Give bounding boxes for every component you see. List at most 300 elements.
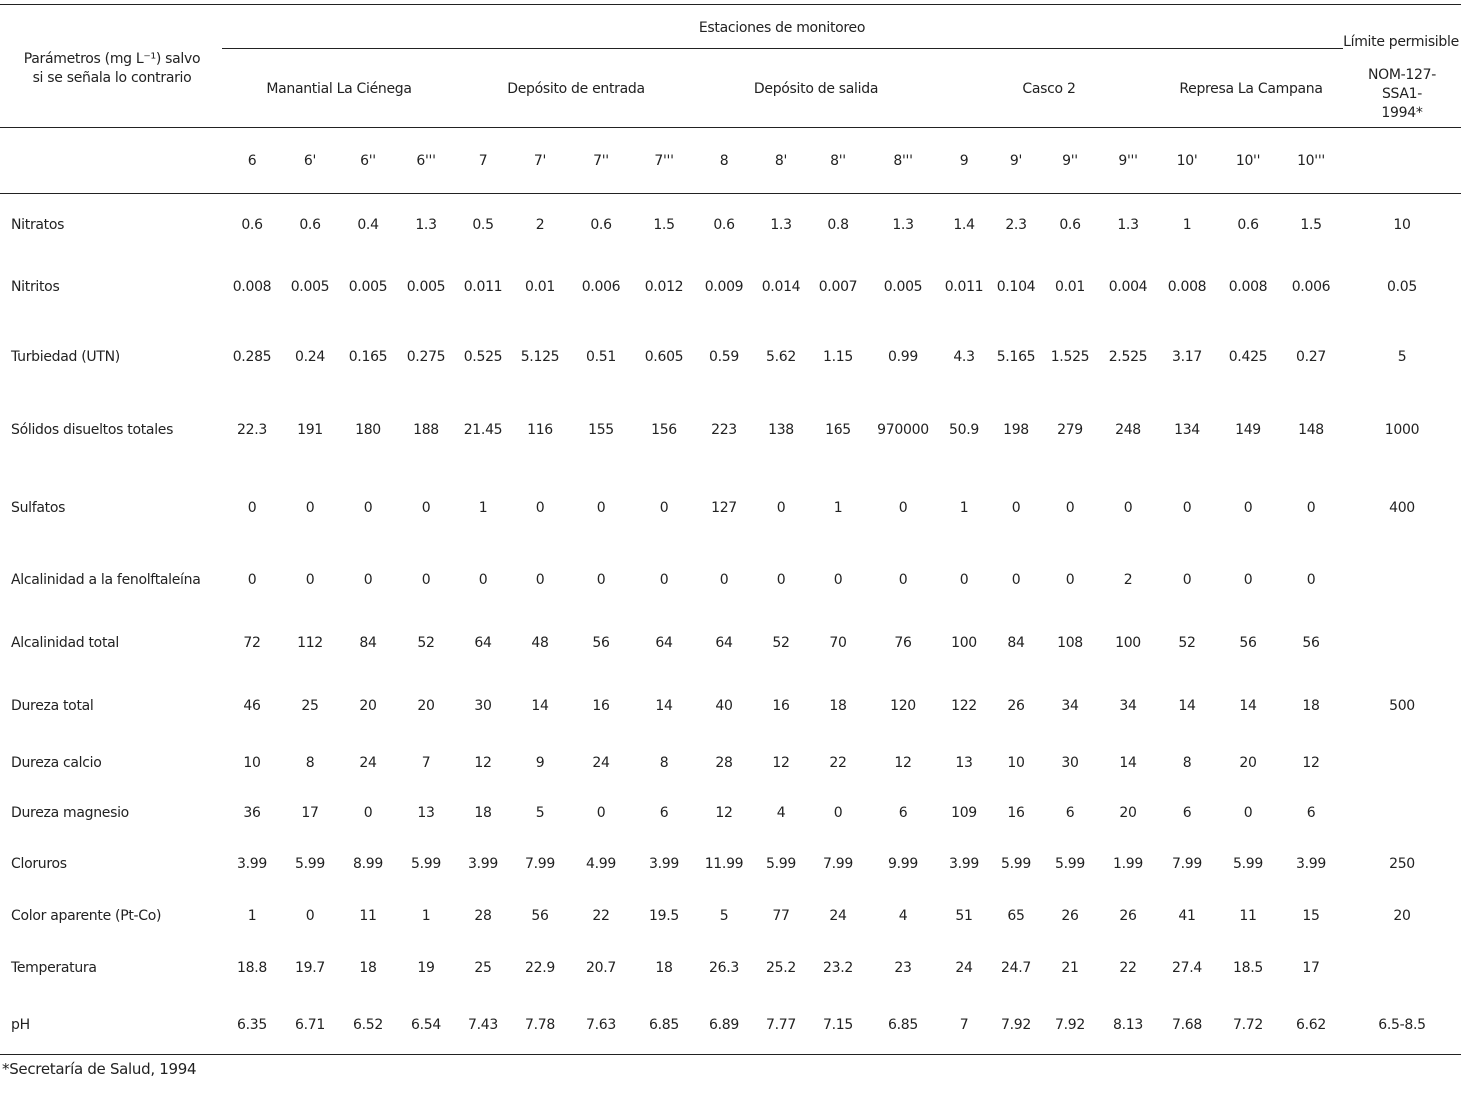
table-cell: 19 — [417, 960, 435, 976]
param-name: Nitritos — [11, 279, 60, 295]
table-cell: 138 — [768, 422, 794, 438]
table-cell: 120 — [890, 698, 916, 714]
table-cell: 65 — [1007, 908, 1025, 924]
table-cell: 3.17 — [1172, 349, 1202, 365]
table-cell: 41 — [1178, 908, 1196, 924]
table-cell: 12 — [894, 755, 912, 771]
stations-rule — [222, 48, 1343, 49]
table-cell: 191 — [297, 422, 323, 438]
station-label: Casco 2 — [1022, 81, 1076, 97]
table-cell: 0 — [1243, 805, 1253, 821]
table-cell: 223 — [711, 422, 737, 438]
table-cell: 8 — [659, 755, 669, 771]
table-cell: 64 — [715, 635, 733, 651]
table-cell: 20 — [417, 698, 435, 714]
table-cell: 0 — [596, 500, 606, 516]
table-cell: 20 — [359, 698, 377, 714]
table-cell: 0 — [363, 500, 373, 516]
table-cell: 7.99 — [525, 856, 555, 872]
table-cell: 112 — [297, 635, 323, 651]
table-cell: 0 — [659, 572, 669, 588]
table-cell: 20 — [1239, 755, 1257, 771]
table-cell: 1.5 — [1300, 217, 1322, 233]
table-cell: 22 — [1119, 960, 1137, 976]
table-cell: 9 — [535, 755, 545, 771]
table-cell: 0 — [305, 908, 315, 924]
table-cell: 12 — [474, 755, 492, 771]
table-cell: 7 — [959, 1017, 969, 1033]
table-cell: 2.525 — [1108, 349, 1148, 365]
param-name: Dureza calcio — [11, 755, 102, 771]
table-cell: 1.3 — [1117, 217, 1139, 233]
table-cell: 7.92 — [1055, 1017, 1085, 1033]
table-cell: 0.24 — [295, 349, 325, 365]
table-cell: 25.2 — [766, 960, 796, 976]
table-cell: 0 — [535, 572, 545, 588]
table-cell: 6.35 — [237, 1017, 267, 1033]
param-header: Parámetros (mg L⁻¹) salvo si se señala lo contrario — [23, 51, 201, 86]
table-cell: 52 — [1178, 635, 1196, 651]
table-cell: 0 — [596, 805, 606, 821]
table-cell: 0.005 — [290, 279, 330, 295]
table-cell: 48 — [531, 635, 549, 651]
table-cell: 0.8 — [827, 217, 849, 233]
table-cell: 248 — [1115, 422, 1141, 438]
param-name: Turbiedad (UTN) — [11, 349, 120, 365]
table-cell: 0.605 — [644, 349, 684, 365]
table-cell: 7.77 — [766, 1017, 796, 1033]
table-cell: 18.8 — [237, 960, 267, 976]
sample-label: 7''' — [654, 153, 674, 169]
sample-label: 7' — [533, 153, 547, 169]
param-name: Cloruros — [11, 856, 67, 872]
table-cell: 72 — [243, 635, 261, 651]
sample-label: 6''' — [416, 153, 436, 169]
sample-label: 10'' — [1235, 153, 1261, 169]
sample-label: 9 — [959, 153, 969, 169]
table-cell: 25 — [301, 698, 319, 714]
table-cell: 0 — [1243, 572, 1253, 588]
table-cell: 9.99 — [888, 856, 918, 872]
table-cell: 1.15 — [823, 349, 853, 365]
sample-label: 6' — [303, 153, 317, 169]
table-cell: 26 — [1061, 908, 1079, 924]
table-cell: 6.52 — [353, 1017, 383, 1033]
table-cell: 0.27 — [1296, 349, 1326, 365]
table-cell: 7.99 — [823, 856, 853, 872]
station-label: Manantial La Ciénega — [266, 81, 412, 97]
table-cell: 122 — [951, 698, 977, 714]
table-cell: 22.3 — [237, 422, 267, 438]
table-cell: 0.6 — [1059, 217, 1081, 233]
table-cell: 28 — [715, 755, 733, 771]
table-cell: 19.5 — [649, 908, 679, 924]
table-cell: 7.68 — [1172, 1017, 1202, 1033]
table-cell: 1 — [247, 908, 257, 924]
station-label: Depósito de salida — [753, 81, 879, 97]
table-cell: 0.51 — [586, 349, 616, 365]
samples-rule — [0, 193, 1461, 194]
table-cell: 0.59 — [709, 349, 739, 365]
table-cell: 5.99 — [1001, 856, 1031, 872]
table-cell: 0.006 — [1291, 279, 1331, 295]
table-cell: 0.005 — [406, 279, 446, 295]
table-cell: 0.007 — [818, 279, 858, 295]
table-cell: 0 — [833, 572, 843, 588]
table-cell: 5.99 — [295, 856, 325, 872]
table-cell: 6.54 — [411, 1017, 441, 1033]
table-cell: 109 — [951, 805, 977, 821]
limit-cell: 500 — [1389, 698, 1415, 714]
table-cell: 0.011 — [463, 279, 503, 295]
table-cell: 23.2 — [823, 960, 853, 976]
table-cell: 0 — [421, 500, 431, 516]
table-cell: 4.3 — [953, 349, 975, 365]
sample-label: 8''' — [893, 153, 913, 169]
table-cell: 1.525 — [1050, 349, 1090, 365]
table-cell: 0.011 — [944, 279, 984, 295]
table-cell: 0.6 — [241, 217, 263, 233]
table-cell: 26.3 — [709, 960, 739, 976]
table-cell: 77 — [772, 908, 790, 924]
table-cell: 0.5 — [472, 217, 494, 233]
sample-label: 10''' — [1297, 153, 1325, 169]
table-cell: 0 — [659, 500, 669, 516]
bottom-rule — [0, 1054, 1461, 1055]
limit-cell: 400 — [1389, 500, 1415, 516]
table-cell: 8 — [1182, 755, 1192, 771]
table-cell: 15 — [1302, 908, 1320, 924]
table-cell: 22 — [592, 908, 610, 924]
table-cell: 0 — [1182, 572, 1192, 588]
table-cell: 0 — [1011, 572, 1021, 588]
table-cell: 0 — [305, 500, 315, 516]
table-cell: 6 — [659, 805, 669, 821]
table-cell: 0.006 — [581, 279, 621, 295]
table-cell: 134 — [1174, 422, 1200, 438]
table-cell: 11 — [359, 908, 377, 924]
table-cell: 17 — [301, 805, 319, 821]
table-cell: 198 — [1003, 422, 1029, 438]
table-cell: 5.99 — [1233, 856, 1263, 872]
table-cell: 23 — [894, 960, 912, 976]
table-cell: 19.7 — [295, 960, 325, 976]
table-cell: 7.99 — [1172, 856, 1202, 872]
table-cell: 0 — [1065, 500, 1075, 516]
table-cell: 64 — [474, 635, 492, 651]
table-cell: 0 — [898, 572, 908, 588]
table-cell: 3.99 — [949, 856, 979, 872]
table-cell: 1 — [478, 500, 488, 516]
table-cell: 4 — [898, 908, 908, 924]
param-name: pH — [11, 1017, 30, 1033]
table-cell: 6.89 — [709, 1017, 739, 1033]
table-cell: 7.92 — [1001, 1017, 1031, 1033]
table-cell: 84 — [1007, 635, 1025, 651]
table-cell: 0.165 — [348, 349, 388, 365]
table-cell: 18 — [474, 805, 492, 821]
table-cell: 0.99 — [888, 349, 918, 365]
sample-label: 9' — [1009, 153, 1023, 169]
table-cell: 155 — [588, 422, 614, 438]
norm-header: NOM-127-SSA1-1994* — [1368, 67, 1436, 121]
table-cell: 18 — [359, 960, 377, 976]
table-cell: 14 — [1239, 698, 1257, 714]
table-cell: 6.62 — [1296, 1017, 1326, 1033]
table-cell: 7.43 — [468, 1017, 498, 1033]
station-label: Represa La Campana — [1179, 81, 1323, 97]
table-cell: 0.01 — [1055, 279, 1085, 295]
table-cell: 36 — [243, 805, 261, 821]
table-cell: 28 — [474, 908, 492, 924]
table-cell: 0.6 — [713, 217, 735, 233]
table-cell: 14 — [655, 698, 673, 714]
table-cell: 3.99 — [237, 856, 267, 872]
table-cell: 4 — [776, 805, 786, 821]
sample-label: 7'' — [593, 153, 609, 169]
limit-cell: 1000 — [1384, 422, 1420, 438]
param-name: Sulfatos — [11, 500, 66, 516]
table-cell: 7.78 — [525, 1017, 555, 1033]
footnote: *Secretaría de Salud, 1994 — [2, 1060, 197, 1078]
table-cell: 4.99 — [586, 856, 616, 872]
table-cell: 0.6 — [1237, 217, 1259, 233]
table-cell: 5.99 — [766, 856, 796, 872]
table-cell: 14 — [1178, 698, 1196, 714]
table-cell: 6.85 — [888, 1017, 918, 1033]
table-cell: 3.99 — [1296, 856, 1326, 872]
table-cell: 0.012 — [644, 279, 684, 295]
table-cell: 5 — [719, 908, 729, 924]
table-cell: 0.425 — [1228, 349, 1268, 365]
sample-label: 8'' — [830, 153, 846, 169]
table-cell: 0 — [1011, 500, 1021, 516]
param-name: Nitratos — [11, 217, 65, 233]
table-cell: 10 — [243, 755, 261, 771]
table-cell: 14 — [1119, 755, 1137, 771]
table-cell: 0 — [776, 572, 786, 588]
table-cell: 0.6 — [590, 217, 612, 233]
table-cell: 22.9 — [525, 960, 555, 976]
table-cell: 17 — [1302, 960, 1320, 976]
table-cell: 7 — [421, 755, 431, 771]
table-cell: 0.014 — [761, 279, 801, 295]
table-cell: 3.99 — [468, 856, 498, 872]
table-cell: 1 — [1182, 217, 1192, 233]
table-cell: 56 — [1302, 635, 1320, 651]
param-name: Alcalinidad a la fenolftaleína — [11, 572, 201, 588]
table-cell: 0 — [363, 805, 373, 821]
limit-header: Límite permisible — [1343, 34, 1459, 50]
table-cell: 165 — [825, 422, 851, 438]
table-cell: 0 — [898, 500, 908, 516]
table-cell: 0 — [776, 500, 786, 516]
table-cell: 0.01 — [525, 279, 555, 295]
limit-cell: 6.5-8.5 — [1378, 1017, 1426, 1033]
table-cell: 1.4 — [953, 217, 975, 233]
table-cell: 7.72 — [1233, 1017, 1263, 1033]
table-cell: 8 — [305, 755, 315, 771]
table-cell: 76 — [894, 635, 912, 651]
table-cell: 18 — [1302, 698, 1320, 714]
table-cell: 12 — [715, 805, 733, 821]
table-cell: 34 — [1119, 698, 1137, 714]
table-cell: 30 — [474, 698, 492, 714]
table-cell: 24 — [955, 960, 973, 976]
table-cell: 18 — [655, 960, 673, 976]
table-cell: 6 — [1182, 805, 1192, 821]
table-cell: 70 — [829, 635, 847, 651]
table-cell: 180 — [355, 422, 381, 438]
table-cell: 0.4 — [357, 217, 379, 233]
table-cell: 1 — [959, 500, 969, 516]
param-name: Dureza magnesio — [11, 805, 129, 821]
table-cell: 56 — [1239, 635, 1257, 651]
table-cell: 0 — [719, 572, 729, 588]
table-cell: 56 — [531, 908, 549, 924]
table-cell: 1.3 — [892, 217, 914, 233]
table-cell: 64 — [655, 635, 673, 651]
stations-header: Estaciones de monitoreo — [698, 20, 866, 36]
table-cell: 13 — [955, 755, 973, 771]
table-cell: 46 — [243, 698, 261, 714]
table-cell: 100 — [951, 635, 977, 651]
sample-label: 10' — [1176, 153, 1198, 169]
table-cell: 2.3 — [1005, 217, 1027, 233]
table-cell: 24 — [359, 755, 377, 771]
table-cell: 18 — [829, 698, 847, 714]
table-cell: 1 — [833, 500, 843, 516]
table-cell: 0.008 — [1167, 279, 1207, 295]
table-cell: 108 — [1057, 635, 1083, 651]
table-cell: 0 — [959, 572, 969, 588]
table-cell: 0 — [1306, 500, 1316, 516]
table-cell: 156 — [651, 422, 677, 438]
table-cell: 0 — [1306, 572, 1316, 588]
table-cell: 14 — [531, 698, 549, 714]
table-cell: 26 — [1007, 698, 1025, 714]
table-cell: 0.005 — [348, 279, 388, 295]
table-cell: 0 — [833, 805, 843, 821]
table-cell: 0 — [363, 572, 373, 588]
sample-label: 8 — [719, 153, 729, 169]
table-cell: 0.104 — [996, 279, 1036, 295]
table-cell: 1.3 — [415, 217, 437, 233]
table-cell: 20 — [1119, 805, 1137, 821]
param-name: Sólidos disueltos totales — [11, 422, 174, 438]
param-name: Temperatura — [11, 960, 97, 976]
table-cell: 2 — [535, 217, 545, 233]
table-cell: 0 — [1182, 500, 1192, 516]
table-cell: 22 — [829, 755, 847, 771]
table-cell: 50.9 — [949, 422, 979, 438]
station-label: Depósito de entrada — [507, 81, 645, 97]
table-cell: 5 — [535, 805, 545, 821]
table-cell: 24 — [829, 908, 847, 924]
table-cell: 0 — [305, 572, 315, 588]
table-cell: 16 — [592, 698, 610, 714]
table-cell: 26 — [1119, 908, 1137, 924]
table-cell: 52 — [417, 635, 435, 651]
limit-cell: 20 — [1393, 908, 1411, 924]
table-cell: 0 — [1123, 500, 1133, 516]
table-cell: 21 — [1061, 960, 1079, 976]
table-cell: 0 — [1065, 572, 1075, 588]
table-cell: 5.125 — [520, 349, 560, 365]
table-cell: 11 — [1239, 908, 1257, 924]
table-cell: 3.99 — [649, 856, 679, 872]
table-cell: 7.15 — [823, 1017, 853, 1033]
table-cell: 2 — [1123, 572, 1133, 588]
table-cell: 27.4 — [1172, 960, 1202, 976]
limit-cell: 0.05 — [1387, 279, 1417, 295]
table-cell: 970000 — [877, 422, 929, 438]
table-cell: 149 — [1235, 422, 1261, 438]
table-cell: 0 — [1243, 500, 1253, 516]
table-cell: 52 — [772, 635, 790, 651]
table-cell: 188 — [413, 422, 439, 438]
limit-cell: 250 — [1389, 856, 1415, 872]
table-cell: 0 — [478, 572, 488, 588]
table-cell: 100 — [1115, 635, 1141, 651]
table-cell: 18.5 — [1233, 960, 1263, 976]
table-cell: 6.71 — [295, 1017, 325, 1033]
table-cell: 8.13 — [1113, 1017, 1143, 1033]
table-cell: 10 — [1007, 755, 1025, 771]
top-rule — [0, 4, 1461, 5]
sample-label: 6 — [247, 153, 257, 169]
table-cell: 16 — [772, 698, 790, 714]
sample-label: 7 — [478, 153, 488, 169]
table-cell: 7.63 — [586, 1017, 616, 1033]
table-cell: 0.008 — [232, 279, 272, 295]
table-cell: 30 — [1061, 755, 1079, 771]
limit-cell: 5 — [1397, 349, 1407, 365]
table-cell: 6 — [1306, 805, 1316, 821]
sample-label: 6'' — [360, 153, 376, 169]
table-cell: 0 — [421, 572, 431, 588]
table-cell: 0.004 — [1108, 279, 1148, 295]
sample-label: 8' — [774, 153, 788, 169]
header-rule — [0, 127, 1461, 128]
table-cell: 0 — [535, 500, 545, 516]
param-name: Alcalinidad total — [11, 635, 120, 651]
table-cell: 12 — [1302, 755, 1320, 771]
table-cell: 0.525 — [463, 349, 503, 365]
table-cell: 84 — [359, 635, 377, 651]
table-cell: 5.99 — [1055, 856, 1085, 872]
table-cell: 0.005 — [883, 279, 923, 295]
table-cell: 0.6 — [299, 217, 321, 233]
table-cell: 0.275 — [406, 349, 446, 365]
table-cell: 6 — [898, 805, 908, 821]
sample-label: 9'' — [1062, 153, 1078, 169]
table-cell: 11.99 — [704, 856, 744, 872]
table-cell: 12 — [772, 755, 790, 771]
table-cell: 0.008 — [1228, 279, 1268, 295]
table-cell: 24 — [592, 755, 610, 771]
param-name: Color aparente (Pt-Co) — [11, 908, 162, 924]
table-cell: 20.7 — [586, 960, 616, 976]
table-cell: 25 — [474, 960, 492, 976]
table-cell: 24.7 — [1001, 960, 1031, 976]
table-cell: 0.285 — [232, 349, 272, 365]
table-cell: 0 — [247, 572, 257, 588]
table-cell: 5.62 — [766, 349, 796, 365]
table-cell: 21.45 — [463, 422, 503, 438]
table-cell: 5.99 — [411, 856, 441, 872]
table-cell: 8.99 — [353, 856, 383, 872]
